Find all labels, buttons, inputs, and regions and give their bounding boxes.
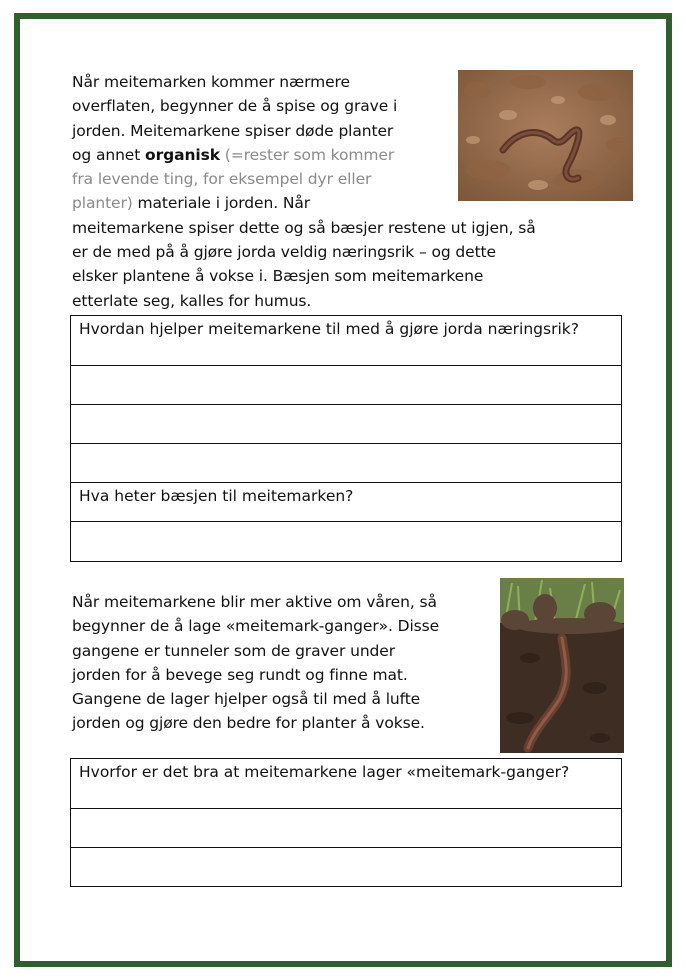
tunnels-paragraph bbox=[72, 590, 502, 736]
text-line: Når meitemarkene blir mer aktive om våren, så bbox=[72, 593, 437, 611]
text-line: etterlate seg, kalles for humus. bbox=[72, 291, 312, 310]
answer-line-3[interactable] bbox=[71, 444, 622, 483]
text-line: Når meitemarken kommer nærmere bbox=[72, 73, 350, 91]
answer-line-6[interactable] bbox=[71, 848, 622, 887]
gray-explanation: fra levende ting, for eksempel dyr eller bbox=[72, 170, 372, 189]
text-line: gangene er tunneler som de graver under bbox=[72, 641, 395, 660]
text-line: er de med på å gjøre jorda veldig næringsrik – og dette bbox=[72, 243, 496, 262]
question-table-2 bbox=[70, 758, 622, 887]
question-table-1 bbox=[70, 315, 622, 562]
answer-line-5[interactable] bbox=[71, 809, 622, 848]
text-line: begynner de å lage «meitemark-ganger». Disse bbox=[72, 617, 440, 636]
question-1: Hvordan hjelper meitemarkene til med å gjøre jorda næringsrik? bbox=[71, 316, 622, 366]
worm-tunnel-photo bbox=[500, 578, 624, 753]
answer-line-2[interactable] bbox=[71, 405, 622, 444]
text-line: jorden for å bevege seg rundt og finne mat. bbox=[72, 665, 408, 684]
gray-explanation: planter) bbox=[72, 194, 133, 213]
worm-on-soil-photo bbox=[458, 70, 633, 201]
answer-line-4[interactable] bbox=[71, 522, 622, 562]
question-3: Hvorfor er det bra at meitemarkene lager «meitemark-ganger? bbox=[71, 759, 622, 809]
text-line: Gangene de lager hjelper også til med å lufte bbox=[72, 690, 421, 709]
text-line: meitemarkene spiser dette og så bæsjer restene ut igjen, så bbox=[72, 218, 536, 237]
text-line: materiale i jorden. Når bbox=[132, 194, 311, 213]
bold-term-organisk: organisk bbox=[145, 145, 220, 164]
text-line: jorden og gjøre den bedre for planter å vokse. bbox=[72, 714, 425, 733]
text-line: overflaten, begynner de å spise og grave i bbox=[72, 97, 398, 116]
text-line: elsker plantene å vokse i. Bæsjen som meitemarkene bbox=[72, 267, 484, 286]
text-line: jorden. Meitemarkene spiser døde planter bbox=[72, 121, 394, 140]
answer-line-1[interactable] bbox=[71, 366, 622, 405]
text-line: og annet bbox=[72, 145, 146, 164]
gray-explanation: (=rester som kommer bbox=[219, 145, 395, 164]
question-2: Hva heter bæsjen til meitemarken? bbox=[71, 483, 622, 522]
